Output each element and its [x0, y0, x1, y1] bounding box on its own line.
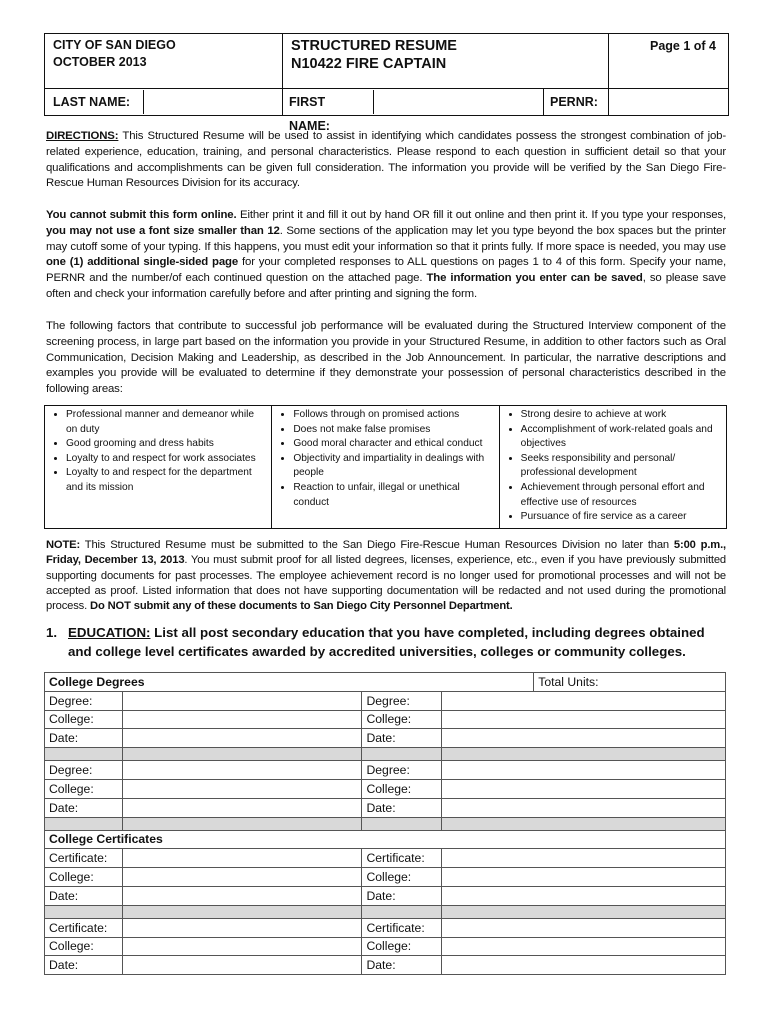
- factor-item: • Pursuance of fire service as a career: [521, 510, 722, 525]
- degree-input[interactable]: [122, 761, 362, 780]
- certificate-label: Certificate:: [362, 918, 442, 937]
- form-title: STRUCTURED RESUME: [291, 38, 457, 54]
- college-label: College:: [362, 779, 442, 798]
- college-input[interactable]: [122, 937, 362, 956]
- note-bold-2: Do NOT submit any of these documents to San Diego City Personnel Department.: [90, 600, 513, 613]
- question-text: List all post secondary education that you have completed, including degrees obtained and college level certificates awarded by accredited universities, colleges or community colleges.: [68, 625, 705, 659]
- college-input[interactable]: [442, 937, 726, 956]
- degree-input[interactable]: [442, 691, 726, 710]
- factor-item: • Reaction to unfair, illegal or unethical conduct: [293, 481, 494, 510]
- directions-label: DIRECTIONS:: [46, 130, 119, 142]
- pernr-label: PERNR:: [544, 89, 609, 116]
- college-label: College:: [45, 710, 123, 729]
- factor-item: • Good moral character and ethical conduct: [293, 437, 494, 452]
- factors-table: [44, 405, 727, 529]
- factor-item: • Loyalty to and respect for the department and its mission: [66, 466, 267, 495]
- degree-label: Degree:: [362, 691, 442, 710]
- submit-bold-3: one (1) additional single-sided page: [46, 256, 239, 269]
- note-text-2: . You must submit proof for all listed degrees, licenses, experience, etc., even if you have previously submitted supporting documents for past processes. The employee achievement record is no longer used for promotional processes and will not be accepted as proof. Listed information that does not have supporting documentation will be redacted and not used during the promotional process.: [46, 554, 727, 613]
- note-deadline: 5:00 p.m., Friday, December 13, 2013: [46, 539, 726, 567]
- college-label: College:: [45, 937, 123, 956]
- submit-bold-1: You cannot submit this form online.: [46, 209, 237, 221]
- note-label: NOTE:: [46, 539, 81, 551]
- first-name-input[interactable]: [374, 90, 543, 114]
- certificate-input[interactable]: [442, 918, 726, 937]
- separator-row: [45, 748, 726, 761]
- factor-item: • Loyalty to and respect for work associates: [66, 452, 267, 467]
- certificate-label: Certificate:: [45, 918, 123, 937]
- certificate-input[interactable]: [122, 849, 362, 868]
- factor-item: • Strong desire to achieve at work: [521, 408, 722, 423]
- college-input[interactable]: [442, 779, 726, 798]
- question-1: [46, 624, 730, 661]
- submit-bold-2: you may not use a font size smaller than 12: [46, 224, 280, 237]
- date-label: Date:: [45, 886, 123, 905]
- factor-item: • Follows through on promised actions: [293, 408, 494, 423]
- total-units-label: Total Units:: [538, 674, 599, 689]
- note-paragraph: [46, 538, 726, 614]
- college-label: College:: [362, 937, 442, 956]
- college-label: College:: [45, 779, 123, 798]
- date-input[interactable]: [442, 729, 726, 748]
- question-number: 1.: [46, 625, 58, 640]
- certificate-label: Certificate:: [45, 849, 123, 868]
- pernr-input[interactable]: [609, 89, 729, 116]
- date-label: Date:: [45, 798, 123, 817]
- submit-text-1: Either print it and fill it out by hand OR fill it out online and then print it. If you type your responses,: [236, 209, 726, 221]
- header-table: [44, 33, 729, 133]
- college-label: College:: [362, 868, 442, 887]
- certificate-label: Certificate:: [362, 849, 442, 868]
- note-text-1: This Structured Resume must be submitted to the San Diego Fire-Rescue Human Resources Division no later than: [80, 539, 674, 551]
- factor-item: • Objectivity and impartiality in dealings with people: [293, 452, 494, 481]
- last-name-label: LAST NAME:: [45, 90, 144, 114]
- college-input[interactable]: [442, 710, 726, 729]
- form-date: OCTOBER 2013: [53, 55, 147, 69]
- directions-paragraph: [46, 129, 726, 192]
- date-label: Date:: [45, 956, 123, 975]
- factor-item: • Professional manner and demeanor while on duty: [66, 408, 267, 437]
- factor-item: • Does not make false promises: [293, 423, 494, 438]
- college-input[interactable]: [122, 779, 362, 798]
- college-input[interactable]: [122, 868, 362, 887]
- first-name-cell: [283, 89, 544, 133]
- college-label: College:: [362, 710, 442, 729]
- education-table: [44, 672, 726, 975]
- date-input[interactable]: [122, 798, 362, 817]
- factor-item: • Accomplishment of work-related goals and objectives: [521, 423, 722, 452]
- date-input[interactable]: [122, 729, 362, 748]
- submit-text-3: for your completed responses to ALL questions on pages 1 to 4 of this form. Specify your name, PERNR and the number/of each continued question on the attached page.: [46, 256, 727, 285]
- degree-label: Degree:: [45, 691, 123, 710]
- factors-col-3: [499, 406, 726, 529]
- date-input[interactable]: [122, 886, 362, 905]
- directions-text: This Structured Resume will be used to assist in identifying which candidates possess the strongest combination of job-related experience, education, training, and personal characteristics. Please respond to each question in sufficient detail so that your qualifications and accomplishments can be given full consideration. The information you provide will be verified by the San Diego Fire-Rescue Human Resources Division for its accuracy.: [46, 130, 726, 190]
- last-name-input[interactable]: [144, 90, 282, 114]
- date-label: Date:: [362, 729, 442, 748]
- date-input[interactable]: [442, 886, 726, 905]
- degree-input[interactable]: [122, 691, 362, 710]
- certificates-heading: College Certificates: [45, 830, 726, 849]
- date-label: Date:: [362, 956, 442, 975]
- factors-intro: The following factors that contribute to successful job performance will be evaluated during the Structured Interview component of the screening process, in large part based on the information you provide in your Structured Resume, in addition to other factors such as Oral Communication, Decision Making and Leadership, as described in the Job Announcement. In particular, the narrative descriptions and examples you provide will be evaluated to determine if they demonstrate your possession of personal characteristics described in the following areas:: [46, 320, 726, 396]
- college-label: College:: [45, 868, 123, 887]
- separator-row: [45, 817, 726, 830]
- factor-item: • Seeks responsibility and personal/ professional development: [521, 452, 722, 481]
- total-units-field[interactable]: [534, 673, 726, 692]
- date-label: Date:: [45, 729, 123, 748]
- last-name-cell: [45, 89, 283, 116]
- first-name-label: FIRST NAME:: [283, 90, 374, 114]
- header-title-cell: [283, 34, 609, 89]
- date-label: Date:: [362, 798, 442, 817]
- factor-item: • Good grooming and dress habits: [66, 437, 267, 452]
- date-input[interactable]: [442, 798, 726, 817]
- page-number: Page 1 of 4: [609, 34, 729, 89]
- submit-text-4: , so please save often and check your information carefully before and after printing and signing the form.: [46, 272, 726, 300]
- date-input[interactable]: [442, 956, 726, 975]
- degree-label: Degree:: [362, 761, 442, 780]
- degrees-heading: College Degrees: [45, 673, 534, 692]
- factors-col-2: [272, 406, 499, 529]
- date-input[interactable]: [122, 956, 362, 975]
- certificate-input[interactable]: [442, 849, 726, 868]
- certificate-input[interactable]: [122, 918, 362, 937]
- degree-label: Degree:: [45, 761, 123, 780]
- separator-row: [45, 905, 726, 918]
- header-org-cell: [45, 34, 283, 89]
- college-input[interactable]: [122, 710, 362, 729]
- submit-bold-4: The information you enter can be saved: [426, 272, 643, 285]
- college-input[interactable]: [442, 868, 726, 887]
- form-subtitle: N10422 FIRE CAPTAIN: [291, 56, 447, 72]
- question-label: EDUCATION:: [68, 625, 151, 640]
- factor-item: • Achievement through personal effort and effective use of resources: [521, 481, 722, 510]
- org-name: CITY OF SAN DIEGO: [53, 38, 176, 52]
- submit-paragraph: [46, 208, 726, 303]
- degree-input[interactable]: [442, 761, 726, 780]
- date-label: Date:: [362, 886, 442, 905]
- submit-text-2: . Some sections of the application may let you type beyond the box spaces but the printer may cutoff some of your typing. If this happens, you must edit your information so that it prints fully. If more space is needed, you may use: [46, 224, 726, 253]
- factors-col-1: [45, 406, 272, 529]
